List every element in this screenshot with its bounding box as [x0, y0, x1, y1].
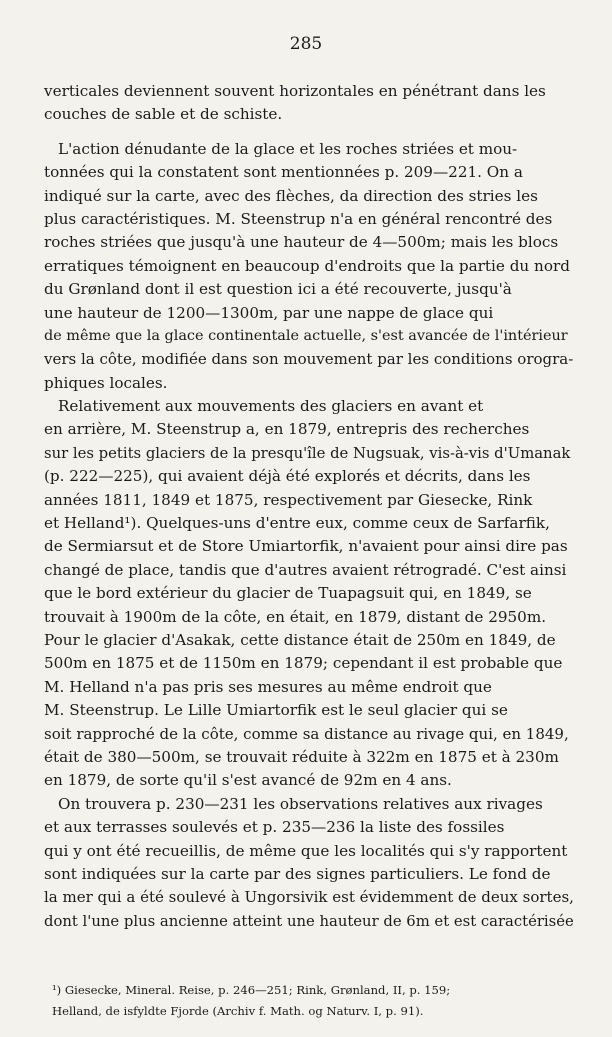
text-line: roches striées que jusqu'à une hauteur de 4—500m; mais les blocs — [44, 233, 559, 252]
text-line: et aux terrasses soulevés et p. 235—236 la liste des fossiles — [44, 818, 505, 837]
body-text — [44, 80, 574, 933]
text-line: années 1811, 1849 et 1875, respectivement par Giesecke, Rink — [44, 490, 533, 509]
text-line: indiqué sur la carte, avec des flèches, da direction des stries les — [44, 186, 538, 205]
text-line: Pour le glacier d'Asakak, cette distance était de 250m en 1849, de — [44, 630, 556, 649]
text-line: tonnées qui la constatent sont mentionnées p. 209—221. On a — [44, 163, 523, 182]
text-line: vers la côte, modifiée dans son mouvement par les conditions orogra- — [44, 350, 574, 369]
text-line: qui y ont été recueillis, de même que les localités qui s'y rapportent — [44, 841, 568, 860]
text-line: soit rapproché de la côte, comme sa distance au rivage qui, en 1849, — [44, 724, 569, 743]
text-line: que le bord extérieur du glacier de Tuapagsuit qui, en 1849, se — [44, 584, 532, 603]
paragraph-start: L'action dénudante de la glace et les roches striées et mou- — [58, 139, 518, 158]
text-line: de Sermiarsut et de Store Umiartorfik, n'avaient pour ainsi dire pas — [44, 537, 568, 556]
text-line: 500m en 1875 et de 1150m en 1879; cependant il est probable que — [44, 654, 563, 673]
footnote-line: ¹) Giesecke, Mineral. Reise, p. 246—251; Rink, Grønland, II, p. 159; — [52, 983, 451, 997]
text-line: du Grønland dont il est question ici a été recouverte, jusqu'à — [44, 280, 512, 299]
text-line: erratiques témoignent en beaucoup d'endroits que la partie du nord — [44, 256, 570, 275]
paragraph-start: On trouvera p. 230—231 les observations relatives aux rivages — [58, 794, 543, 813]
text-line: verticales deviennent souvent horizontales en pénétrant dans les — [44, 82, 546, 100]
text-line: sont indiquées sur la carte par des signes particuliers. Le fond de — [44, 864, 551, 883]
text-line: de même que la glace continentale actuelle, s'est avancée de l'intérieur — [44, 327, 568, 344]
text-line: une hauteur de 1200—1300m, par une nappe de glace qui — [44, 303, 494, 322]
text-line: dont l'une plus ancienne atteint une hauteur de 6m et est caractérisée — [44, 912, 574, 930]
text-line: M. Helland n'a pas pris ses mesures au même endroit que — [44, 677, 492, 696]
text-line: (p. 222—225), qui avaient déjà été explorés et décrits, dans les — [44, 467, 531, 486]
text-line: M. Steenstrup. Le Lille Umiartorfik est le seul glacier qui se — [44, 701, 508, 720]
text-line: en 1879, de sorte qu'il s'est avancé de 92m en 4 ans. — [44, 771, 452, 790]
text-line: plus caractéristiques. M. Steenstrup n'a en général rencontré des — [44, 209, 553, 228]
text-line: trouvait à 1900m de la côte, en était, en 1879, distant de 2950m. — [44, 607, 547, 626]
text-line: la mer qui a été soulevé à Ungorsivik est évidemment de deux sortes, — [44, 888, 574, 907]
text-line: en arrière, M. Steenstrup a, en 1879, entrepris des recherches — [44, 420, 530, 439]
text-line: changé de place, tandis que d'autres avaient rétrogradé. C'est ainsi — [44, 560, 567, 579]
footnotes — [52, 980, 582, 1022]
text-line: phiques locales. — [44, 373, 168, 392]
paragraph-start: Relativement aux mouvements des glaciers en avant et — [58, 397, 484, 416]
footnote-line: Helland, de isfyldte Fjorde (Archiv f. Math. og Naturv. I, p. 91). — [52, 1004, 424, 1018]
text-line: et Helland¹). Quelques-uns d'entre eux, comme ceux de Sarfarfik, — [44, 514, 550, 533]
text-line: sur les petits glaciers de la presqu'île de Nugsuak, vis-à-vis d'Umanak — [44, 444, 571, 462]
text-line: était de 380—500m, se trouvait réduite à 322m en 1875 et à 230m — [44, 747, 559, 766]
page-number: 285 — [289, 34, 323, 54]
text-line: couches de sable et de schiste. — [44, 105, 283, 124]
